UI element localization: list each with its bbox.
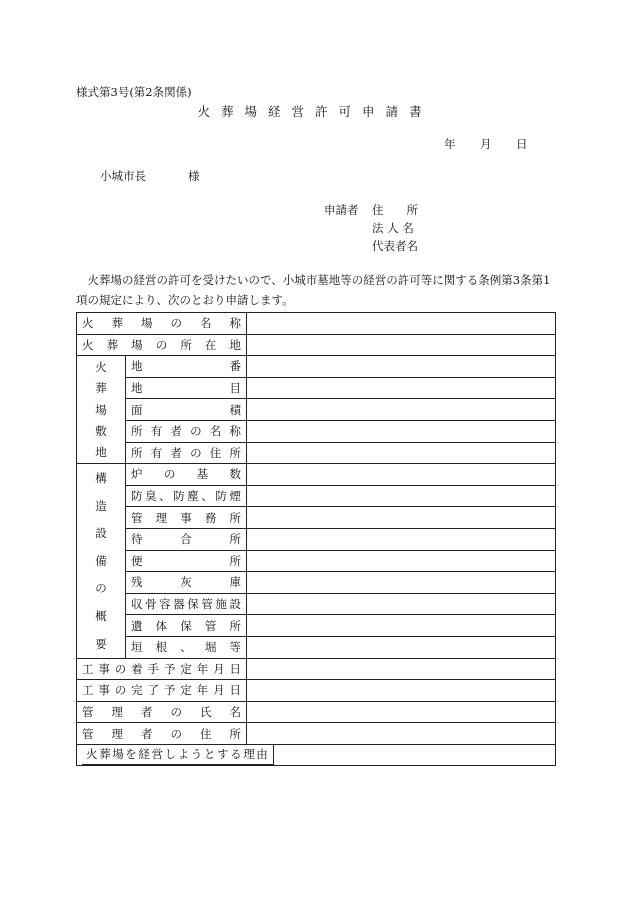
fence-moat-label: 垣根、堀等 <box>126 636 247 658</box>
table-row <box>77 680 556 702</box>
structure-group-char: 設 <box>95 526 107 541</box>
application-statement: 火葬場の経営の許可を受けたいので、小城市墓地等の経営の許可等に関する条例第3条第1項の規定により、次のとおり申請します。 <box>76 273 551 307</box>
odor-dust-smoke-field[interactable] <box>247 485 556 507</box>
land-category-label: 地目 <box>126 377 247 399</box>
table-row <box>77 723 556 745</box>
table-row <box>77 399 556 421</box>
structure-group-char: の <box>95 581 107 596</box>
owner-address-label: 所有者の住所 <box>126 442 247 464</box>
lot-number-label: 地番 <box>126 356 247 378</box>
owner-name-label: 所有者の名称 <box>126 420 247 442</box>
management-office-label: 管理事務所 <box>126 507 247 529</box>
manager-name-field[interactable] <box>247 701 556 723</box>
crematorium-location-label: 火葬場の所在地 <box>77 334 247 356</box>
site-group-char: 敷 <box>95 424 107 439</box>
owner-address-field[interactable] <box>247 442 556 464</box>
table-row <box>77 636 556 658</box>
urn-storage-label: 収骨容器保管施設 <box>126 593 247 615</box>
table-row <box>77 572 556 594</box>
table-row <box>77 701 556 723</box>
body-storage-field[interactable] <box>247 615 556 637</box>
body-storage-label: 遺体保管所 <box>126 615 247 637</box>
toilet-label: 便所 <box>126 550 247 572</box>
area-label: 面積 <box>126 399 247 421</box>
form-number: 様式第3号(第2条関係) <box>76 85 192 99</box>
odor-dust-smoke-label: 防臭、防塵、防煙 <box>126 485 247 507</box>
table-row <box>77 313 556 335</box>
waiting-room-label: 待合所 <box>126 528 247 550</box>
date-year-label: 年 <box>444 137 456 151</box>
applicant-prefix: 申請者 <box>324 203 359 217</box>
table-row <box>77 485 556 507</box>
table-row <box>77 356 556 378</box>
reason-field[interactable] <box>77 744 556 766</box>
structure-group-char: 備 <box>95 553 107 568</box>
urn-storage-field[interactable] <box>247 593 556 615</box>
structure-group-char: 造 <box>95 498 107 513</box>
table-row <box>77 334 556 356</box>
table-row <box>77 593 556 615</box>
applicant-rep-label: 代表者名 <box>372 239 418 253</box>
crematorium-location-field[interactable] <box>247 334 556 356</box>
fence-moat-field[interactable] <box>247 636 556 658</box>
document-title: 火葬場経営許可申請書 <box>197 104 433 119</box>
manager-address-label: 管理者の住所 <box>77 723 247 745</box>
applicant-address-label: 住 所 <box>372 203 418 217</box>
table-row <box>77 744 556 766</box>
applicant-corp-label: 法 人 名 <box>372 221 414 235</box>
area-field[interactable] <box>247 399 556 421</box>
table-row <box>77 615 556 637</box>
manager-name-label: 管理者の氏名 <box>77 701 247 723</box>
site-group-label <box>77 356 126 464</box>
structure-group-char: 要 <box>95 636 107 651</box>
construction-end-field[interactable] <box>247 680 556 702</box>
site-group-char: 葬 <box>95 381 107 396</box>
furnace-count-label: 炉の基数 <box>126 464 247 486</box>
addressee-honorific: 様 <box>188 169 200 183</box>
lot-number-field[interactable] <box>247 356 556 378</box>
addressee <box>100 168 200 184</box>
structure-group-label <box>77 464 126 658</box>
table-row <box>77 550 556 572</box>
table-row <box>77 507 556 529</box>
date-day-label: 日 <box>516 137 528 151</box>
reason-label: 火葬場を経営しようとする理由 <box>82 745 274 765</box>
table-row <box>77 442 556 464</box>
ash-storage-label: 残灰庫 <box>126 572 247 594</box>
site-group-char: 場 <box>95 402 107 417</box>
crematorium-name-label: 火葬場の名称 <box>77 313 247 335</box>
toilet-field[interactable] <box>247 550 556 572</box>
structure-group-char: 概 <box>95 609 107 623</box>
table-row <box>77 528 556 550</box>
management-office-field[interactable] <box>247 507 556 529</box>
table-row <box>77 658 556 680</box>
ash-storage-field[interactable] <box>247 572 556 594</box>
date-month-label: 月 <box>480 137 492 151</box>
waiting-room-field[interactable] <box>247 528 556 550</box>
construction-start-label: 工事の着手予定年月日 <box>77 658 247 680</box>
land-category-field[interactable] <box>247 377 556 399</box>
construction-end-label: 工事の完了予定年月日 <box>77 680 247 702</box>
owner-name-field[interactable] <box>247 420 556 442</box>
site-group-char: 火 <box>95 359 107 374</box>
manager-address-field[interactable] <box>247 723 556 745</box>
crematorium-name-field[interactable] <box>247 313 556 335</box>
application-form-table <box>76 312 556 766</box>
furnace-count-field[interactable] <box>247 464 556 486</box>
table-row <box>77 420 556 442</box>
table-row <box>77 464 556 486</box>
table-row <box>77 377 556 399</box>
structure-group-char: 構 <box>95 470 107 485</box>
addressee-name: 小城市長 <box>100 169 146 183</box>
construction-start-field[interactable] <box>247 658 556 680</box>
site-group-char: 地 <box>95 445 107 460</box>
